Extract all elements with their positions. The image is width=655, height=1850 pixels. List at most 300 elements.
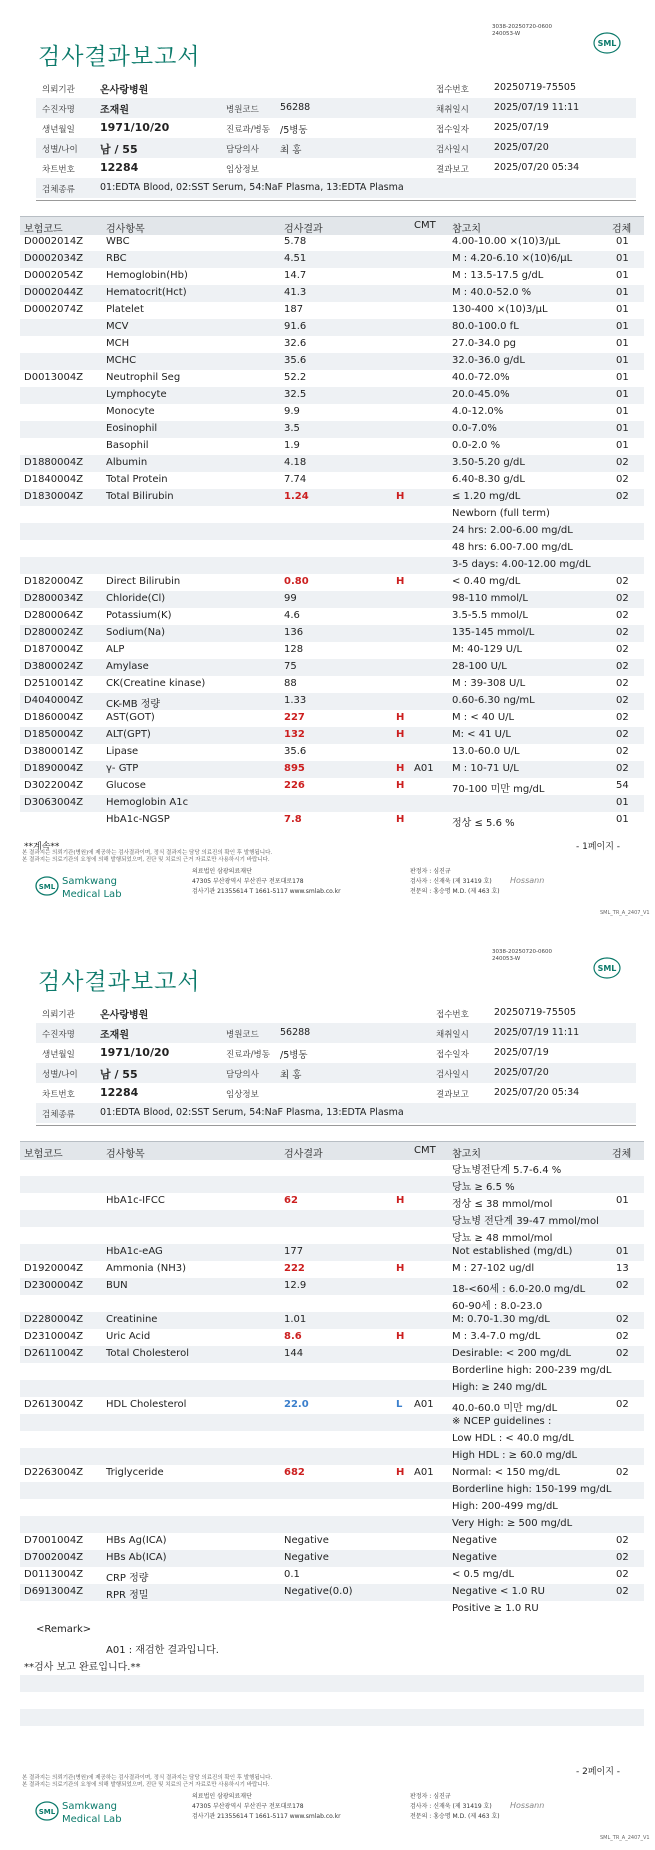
col-cmt: CMT bbox=[414, 1145, 436, 1156]
table-row bbox=[20, 608, 644, 625]
cell-result: 222 bbox=[284, 1263, 305, 1274]
table-row bbox=[20, 761, 644, 778]
results-table-header bbox=[20, 1141, 644, 1160]
cell-spec: 02 bbox=[616, 695, 629, 706]
cell-item: Eosinophil bbox=[106, 423, 158, 434]
cell-item: Sodium(Na) bbox=[106, 627, 166, 638]
cell-spec: 01 bbox=[616, 338, 629, 349]
table-row bbox=[20, 506, 644, 523]
cell-ref: 135-145 mmol/L bbox=[452, 627, 535, 638]
cell-spec: 02 bbox=[616, 1467, 629, 1478]
collect-value: 2025/07/19 11:11 bbox=[494, 1027, 580, 1038]
test-value: 2025/07/20 bbox=[494, 142, 549, 153]
cell-spec: 02 bbox=[616, 1552, 629, 1563]
continued-note: **계속** bbox=[24, 842, 60, 852]
cell-result: 88 bbox=[284, 678, 297, 689]
cell-item: Hemoglobin A1c bbox=[106, 797, 189, 808]
cell-spec: 01 bbox=[616, 406, 629, 417]
signer-2: 검사자 : 신재욱 (제 31419 호) bbox=[410, 1803, 492, 1810]
cell-item: Total Cholesterol bbox=[106, 1348, 189, 1359]
cell-result: 91.6 bbox=[284, 321, 307, 332]
signer-2: 검사자 : 신재욱 (제 31419 호) bbox=[410, 878, 492, 885]
cell-result: 9.9 bbox=[284, 406, 300, 417]
cell-item: ALP bbox=[106, 644, 125, 655]
cell-item: CRP 정량 bbox=[106, 1573, 149, 1584]
table-row bbox=[20, 591, 644, 608]
cell-result: 52.2 bbox=[284, 372, 307, 383]
table-row bbox=[20, 268, 644, 285]
samkwang-logo-icon bbox=[34, 1791, 126, 1835]
cell-ref: Negative bbox=[452, 1535, 497, 1546]
page-number: - 2페이지 - bbox=[576, 1767, 621, 1777]
cell-ref: 40.0-60.0 미만 mg/dL bbox=[452, 1403, 558, 1414]
cell-spec: 02 bbox=[616, 712, 629, 723]
cell-ref: M: 40-129 U/L bbox=[452, 644, 523, 655]
accept-label: 접수일자 bbox=[436, 125, 469, 135]
hospcode-value: 56288 bbox=[280, 102, 311, 113]
table-row bbox=[20, 1397, 644, 1414]
cell-result: 1.33 bbox=[284, 695, 307, 706]
svg-text:SML: SML bbox=[597, 39, 617, 48]
top-code-1: 3038-20250720-0600 bbox=[492, 949, 552, 955]
cell-ref: M: 0.70-1.30 mg/dL bbox=[452, 1314, 550, 1325]
lab-contact: 검사기관 21355614 T 1661-5117 www.smlab.co.kr bbox=[192, 1813, 341, 1820]
lab-address: 47305 부산광역시 부산진구 전포대로178 bbox=[192, 878, 304, 885]
hospcode-label: 병원코드 bbox=[226, 1030, 259, 1040]
cell-ref: High: 200-499 mg/dL bbox=[452, 1501, 558, 1512]
svg-text:SML: SML bbox=[38, 1808, 56, 1816]
test-label: 검사일시 bbox=[436, 1070, 469, 1080]
table-row bbox=[20, 642, 644, 659]
org-label: 의뢰기관 bbox=[42, 85, 75, 95]
sexage-value: 남 / 55 bbox=[100, 1068, 138, 1081]
cell-code: D2800064Z bbox=[24, 610, 84, 621]
cell-ref: 98-110 mmol/L bbox=[452, 593, 528, 604]
cell-code: D0113004Z bbox=[24, 1569, 84, 1580]
collect-label: 채취일시 bbox=[436, 1030, 469, 1040]
org-value: 온사랑병원 bbox=[100, 1010, 149, 1021]
cell-flag: H bbox=[396, 763, 405, 774]
cell-result: Negative bbox=[284, 1535, 329, 1546]
cell-result: 3.5 bbox=[284, 423, 300, 434]
table-row bbox=[20, 523, 644, 540]
cell-ref: 4.00-10.00 ×(10)3/µL bbox=[452, 236, 561, 247]
cell-cmt: A01 bbox=[414, 1399, 434, 1410]
doctor-value: 최 홍 bbox=[280, 1070, 302, 1081]
samkwang-logo-icon bbox=[34, 866, 126, 910]
signature: Hossann bbox=[510, 1801, 545, 1810]
cell-item: HDL Cholesterol bbox=[106, 1399, 187, 1410]
cell-spec: 02 bbox=[616, 1399, 629, 1410]
cell-code: D0002044Z bbox=[24, 287, 84, 298]
cell-code: D1880004Z bbox=[24, 457, 84, 468]
cell-item: Monocyte bbox=[106, 406, 155, 417]
cell-ref: ≤ 1.20 mg/dL bbox=[452, 491, 521, 502]
cell-code: D2263004Z bbox=[24, 1467, 84, 1478]
patient-label: 수진자명 bbox=[42, 1030, 75, 1040]
svg-text:SML: SML bbox=[38, 883, 56, 891]
cell-result: 128 bbox=[284, 644, 304, 655]
cell-item: Neutrophil Seg bbox=[106, 372, 181, 383]
cell-code: D7001004Z bbox=[24, 1535, 84, 1546]
cell-result: 144 bbox=[284, 1348, 304, 1359]
cell-ref: 정상 ≤ 5.6 % bbox=[452, 818, 515, 829]
dept-value: /5병동 bbox=[280, 1050, 308, 1061]
top-codes bbox=[492, 24, 552, 38]
cell-ref: Desirable: < 200 mg/dL bbox=[452, 1348, 572, 1359]
table-row bbox=[20, 1516, 644, 1533]
cell-spec: 01 bbox=[616, 304, 629, 315]
cell-result: Negative bbox=[284, 1552, 329, 1563]
table-row bbox=[20, 625, 644, 642]
cell-spec: 01 bbox=[616, 389, 629, 400]
receipt-label: 접수번호 bbox=[436, 85, 469, 95]
disclaimer-line-2: 본 결과지는 의료기관의 요청에 의해 발행되었으며, 진단 및 치료의 근거 자료로만 사용하시기 바랍니다. bbox=[22, 1782, 270, 1788]
cell-code: D2800024Z bbox=[24, 627, 84, 638]
cell-cmt: A01 bbox=[414, 1467, 434, 1478]
cell-spec: 02 bbox=[616, 746, 629, 757]
svg-text:Medical Lab: Medical Lab bbox=[62, 889, 122, 900]
table-row bbox=[20, 1346, 644, 1363]
cell-code: D2613004Z bbox=[24, 1399, 84, 1410]
accept-value: 2025/07/19 bbox=[494, 1047, 549, 1058]
cell-result: 682 bbox=[284, 1467, 305, 1478]
cell-code: D3063004Z bbox=[24, 797, 84, 808]
cell-item: Basophil bbox=[106, 440, 149, 451]
disclaimer-line-1: 본 결과지는 의뢰기관(병원)에 제공하는 검사결과이며, 정식 결과지는 담당 의료진의 확인 후 발행됩니다. bbox=[22, 1775, 273, 1781]
cell-code: D0002054Z bbox=[24, 270, 84, 281]
table-row bbox=[20, 1584, 644, 1601]
cell-item: AST(GOT) bbox=[106, 712, 155, 723]
table-row bbox=[20, 727, 644, 744]
cell-item: Ammonia (NH3) bbox=[106, 1263, 187, 1274]
cell-spec: 01 bbox=[616, 287, 629, 298]
cell-result: 12.9 bbox=[284, 1280, 307, 1291]
cell-result: 7.8 bbox=[284, 814, 302, 825]
cell-item: Creatinine bbox=[106, 1314, 158, 1325]
clinical-label: 임상정보 bbox=[226, 1090, 259, 1100]
specimen-label: 검체종류 bbox=[42, 1110, 75, 1120]
cell-result: 32.5 bbox=[284, 389, 307, 400]
signers bbox=[410, 1792, 500, 1822]
doctor-label: 담당의사 bbox=[226, 145, 259, 155]
cell-ref: 48 hrs: 6.00-7.00 mg/dL bbox=[452, 542, 573, 553]
svg-text:Medical Lab: Medical Lab bbox=[62, 1814, 122, 1825]
sml-logo-icon bbox=[592, 956, 622, 980]
cell-spec: 02 bbox=[616, 1586, 629, 1597]
doctor-value: 최 홍 bbox=[280, 145, 302, 156]
cell-ref: High HDL : ≥ 60.0 mg/dL bbox=[452, 1450, 578, 1461]
doctor-label: 담당의사 bbox=[226, 1070, 259, 1080]
cell-spec: 02 bbox=[616, 1348, 629, 1359]
cell-ref: 40.0-72.0% bbox=[452, 372, 510, 383]
cell-ref: Very High: ≥ 500 mg/dL bbox=[452, 1518, 573, 1529]
lab-contact: 검사기관 21355614 T 1661-5117 www.smlab.co.kr bbox=[192, 888, 341, 895]
table-row bbox=[20, 1244, 644, 1261]
cell-ref: Newborn (full term) bbox=[452, 508, 550, 519]
patient-value: 조재원 bbox=[100, 1030, 129, 1041]
report-label: 결과보고 bbox=[436, 1090, 469, 1100]
header-divider bbox=[36, 1125, 636, 1126]
cell-ref: 24 hrs: 2.00-6.00 mg/dL bbox=[452, 525, 573, 536]
col-item: 검사항목 bbox=[106, 224, 145, 235]
cell-item: BUN bbox=[106, 1280, 128, 1291]
cell-code: D2611004Z bbox=[24, 1348, 84, 1359]
cell-spec: 02 bbox=[616, 576, 629, 587]
collect-label: 채취일시 bbox=[436, 105, 469, 115]
table-row bbox=[20, 1312, 644, 1329]
disclaimer-line-2: 본 결과지는 의료기관의 요청에 의해 발행되었으며, 진단 및 치료의 근거 자료로만 사용하시기 바랍니다. bbox=[22, 857, 270, 863]
cell-spec: 01 bbox=[616, 372, 629, 383]
cell-item: Uric Acid bbox=[106, 1331, 151, 1342]
cell-code: D0002034Z bbox=[24, 253, 84, 264]
table-row bbox=[20, 1550, 644, 1567]
patient-value: 조재원 bbox=[100, 105, 129, 116]
table-row bbox=[20, 1193, 644, 1210]
cell-spec: 02 bbox=[616, 644, 629, 655]
cell-ref: 60-90세 : 8.0-23.0 bbox=[452, 1301, 543, 1312]
blank-row bbox=[20, 1692, 644, 1709]
col-item: 검사항목 bbox=[106, 1149, 145, 1160]
cell-result: 62 bbox=[284, 1195, 298, 1206]
cell-spec: 01 bbox=[616, 236, 629, 247]
cell-ref: Positive ≥ 1.0 RU bbox=[452, 1603, 539, 1614]
test-label: 검사일시 bbox=[436, 145, 469, 155]
cell-ref: 27.0-34.0 pg bbox=[452, 338, 517, 349]
patient-header bbox=[36, 1003, 636, 1123]
cell-ref: M : 3.4-7.0 mg/dL bbox=[452, 1331, 541, 1342]
cell-item: Platelet bbox=[106, 304, 144, 315]
cell-result: 99 bbox=[284, 593, 297, 604]
cell-ref: < 0.5 mg/dL bbox=[452, 1569, 515, 1580]
accept-label: 접수일자 bbox=[436, 1050, 469, 1060]
cell-code: D2800034Z bbox=[24, 593, 84, 604]
cell-ref: 3.50-5.20 g/dL bbox=[452, 457, 525, 468]
cell-spec: 01 bbox=[616, 797, 629, 808]
cell-code: D1860004Z bbox=[24, 712, 84, 723]
cell-item: Potassium(K) bbox=[106, 610, 172, 621]
table-row bbox=[20, 1159, 644, 1176]
cell-spec: 02 bbox=[616, 661, 629, 672]
table-row bbox=[20, 302, 644, 319]
cell-code: D1890004Z bbox=[24, 763, 84, 774]
results-table-header bbox=[20, 216, 644, 235]
col-ref: 참고치 bbox=[452, 224, 481, 235]
table-row bbox=[20, 472, 644, 489]
page-number: - 1페이지 - bbox=[576, 842, 621, 852]
cell-ref: 6.40-8.30 g/dL bbox=[452, 474, 525, 485]
table-row bbox=[20, 455, 644, 472]
cell-flag: H bbox=[396, 712, 405, 723]
table-row bbox=[20, 676, 644, 693]
report-label: 결과보고 bbox=[436, 165, 469, 175]
signature: Hossann bbox=[510, 876, 545, 885]
cell-spec: 02 bbox=[616, 491, 629, 502]
cell-spec: 01 bbox=[616, 321, 629, 332]
accept-value: 2025/07/19 bbox=[494, 122, 549, 133]
clinical-label: 임상정보 bbox=[226, 165, 259, 175]
cell-code: D2310004Z bbox=[24, 1331, 84, 1342]
receipt-label: 접수번호 bbox=[436, 1010, 469, 1020]
cell-spec: 02 bbox=[616, 1569, 629, 1580]
cell-spec: 01 bbox=[616, 1195, 629, 1206]
table-row bbox=[20, 489, 644, 506]
table-row bbox=[20, 1295, 644, 1312]
table-row bbox=[20, 1363, 644, 1380]
chart-label: 차트번호 bbox=[42, 1090, 75, 1100]
cell-result: 14.7 bbox=[284, 270, 307, 281]
dept-label: 진료과/병동 bbox=[226, 1050, 270, 1060]
col-ref: 참고치 bbox=[452, 1149, 481, 1160]
cell-ref: Borderline high: 200-239 mg/dL bbox=[452, 1365, 612, 1376]
cell-code: D2510014Z bbox=[24, 678, 84, 689]
cell-spec: 01 bbox=[616, 355, 629, 366]
cell-ref: M : 13.5-17.5 g/dL bbox=[452, 270, 544, 281]
cell-ref: 13.0-60.0 U/L bbox=[452, 746, 520, 757]
cell-result: 7.74 bbox=[284, 474, 307, 485]
cell-result: 5.78 bbox=[284, 236, 307, 247]
cell-item: HbA1c-eAG bbox=[106, 1246, 163, 1257]
sexage-value: 남 / 55 bbox=[100, 143, 138, 156]
cell-ref: M : 40.0-52.0 % bbox=[452, 287, 532, 298]
cell-flag: H bbox=[396, 1195, 405, 1206]
cell-item: MCH bbox=[106, 338, 130, 349]
cell-ref: 3-5 days: 4.00-12.00 mg/dL bbox=[452, 559, 591, 570]
table-row bbox=[20, 693, 644, 710]
table-row bbox=[20, 1482, 644, 1499]
cell-result: 4.6 bbox=[284, 610, 300, 621]
disclaimer-line-1: 본 결과지는 의뢰기관(병원)에 제공하는 검사결과이며, 정식 결과지는 담당 의료진의 확인 후 발행됩니다. bbox=[22, 850, 273, 856]
cell-item: Chloride(Cl) bbox=[106, 593, 166, 604]
table-row bbox=[20, 404, 644, 421]
lab-name: 의료법인 삼광의료재단 bbox=[192, 1793, 252, 1800]
remark-title: <Remark> bbox=[36, 1624, 92, 1635]
cell-ref: Low HDL : < 40.0 mg/dL bbox=[452, 1433, 574, 1444]
org-label: 의뢰기관 bbox=[42, 1010, 75, 1020]
dept-label: 진료과/병동 bbox=[226, 125, 270, 135]
form-code: SML_TR_A_2407_V1 bbox=[600, 910, 650, 916]
cell-flag: H bbox=[396, 1263, 405, 1274]
signer-1: 판정자 : 심진규 bbox=[410, 868, 451, 875]
cell-spec: 01 bbox=[616, 814, 629, 825]
cell-result: 177 bbox=[284, 1246, 304, 1257]
cell-ref: M : 27-102 ug/dl bbox=[452, 1263, 535, 1274]
sexage-label: 성별/나이 bbox=[42, 145, 78, 155]
col-code: 보험코드 bbox=[24, 224, 63, 235]
table-row bbox=[20, 1448, 644, 1465]
page-title: 검사결과보고서 bbox=[38, 969, 201, 995]
cell-ref: 0.0-2.0 % bbox=[452, 440, 501, 451]
cell-spec: 01 bbox=[616, 1246, 629, 1257]
table-row bbox=[20, 336, 644, 353]
table-row bbox=[20, 1431, 644, 1448]
table-row bbox=[20, 234, 644, 251]
cell-code: D1870004Z bbox=[24, 644, 84, 655]
header-divider bbox=[36, 200, 636, 201]
specimen-label: 검체종류 bbox=[42, 185, 75, 195]
lab-address: 47305 부산광역시 부산진구 전포대로178 bbox=[192, 1803, 304, 1810]
chart-value: 12284 bbox=[100, 1086, 139, 1099]
cell-item: CK(Creatine kinase) bbox=[106, 678, 206, 689]
signer-3: 전문의 : 홍승명 M.D. (제 463 호) bbox=[410, 888, 500, 895]
cell-item: HbA1c-NGSP bbox=[106, 814, 170, 825]
cell-flag: H bbox=[396, 491, 405, 502]
cell-spec: 02 bbox=[616, 457, 629, 468]
col-code: 보험코드 bbox=[24, 1149, 63, 1160]
cell-result: 1.9 bbox=[284, 440, 300, 451]
disclaimer bbox=[22, 1775, 272, 1789]
table-row bbox=[20, 251, 644, 268]
cell-item: Total Protein bbox=[106, 474, 168, 485]
cell-code: D3022004Z bbox=[24, 780, 84, 791]
cell-item: Glucose bbox=[106, 780, 146, 791]
cell-ref: < 0.40 mg/dL bbox=[452, 576, 521, 587]
cell-ref: ※ NCEP guidelines : bbox=[452, 1416, 552, 1427]
table-row bbox=[20, 1380, 644, 1397]
table-row bbox=[20, 387, 644, 404]
cell-result: 227 bbox=[284, 712, 305, 723]
cell-item: HbA1c-IFCC bbox=[106, 1195, 165, 1206]
cell-item: Hemoglobin(Hb) bbox=[106, 270, 188, 281]
cell-item: HBs Ab(ICA) bbox=[106, 1552, 167, 1563]
report-page-2 bbox=[0, 925, 655, 1850]
table-row bbox=[20, 778, 644, 795]
svg-text:Samkwang: Samkwang bbox=[62, 1801, 117, 1812]
cell-spec: 54 bbox=[616, 780, 629, 791]
cell-result: 0.80 bbox=[284, 576, 309, 587]
page-title: 검사결과보고서 bbox=[38, 44, 201, 70]
cell-result: 32.6 bbox=[284, 338, 307, 349]
lab-name: 의료법인 삼광의료재단 bbox=[192, 868, 252, 875]
cell-flag: H bbox=[396, 780, 405, 791]
cell-result: 895 bbox=[284, 763, 305, 774]
cell-item: ALT(GPT) bbox=[106, 729, 151, 740]
cell-code: D3800024Z bbox=[24, 661, 84, 672]
signer-1: 판정자 : 심진규 bbox=[410, 1793, 451, 1800]
cell-ref: M : 10-71 U/L bbox=[452, 763, 519, 774]
cell-code: D0013004Z bbox=[24, 372, 84, 383]
specimen-value: 01:EDTA Blood, 02:SST Serum, 54:NaF Plasma, 13:EDTA Plasma bbox=[100, 182, 404, 193]
cell-code: D0002074Z bbox=[24, 304, 84, 315]
cell-ref: 18-<60세 : 6.0-20.0 mg/dL bbox=[452, 1284, 586, 1295]
cell-item: CK-MB 정량 bbox=[106, 699, 161, 710]
table-row bbox=[20, 353, 644, 370]
blank-row bbox=[20, 1726, 644, 1743]
cell-result: 75 bbox=[284, 661, 297, 672]
cell-ref: 정상 ≤ 38 mmol/mol bbox=[452, 1199, 553, 1210]
remark-a01: A01 : 재검한 결과입니다. bbox=[106, 1645, 219, 1656]
svg-text:SML: SML bbox=[597, 964, 617, 973]
cell-ref: 당뇨병 전단계 39-47 mmol/mol bbox=[452, 1216, 599, 1227]
cell-spec: 02 bbox=[616, 1535, 629, 1546]
cell-result: 22.0 bbox=[284, 1399, 309, 1410]
receipt-value: 20250719-75505 bbox=[494, 82, 577, 93]
cell-code: D6913004Z bbox=[24, 1586, 84, 1597]
cell-flag: H bbox=[396, 814, 405, 825]
cell-spec: 01 bbox=[616, 270, 629, 281]
signers bbox=[410, 867, 500, 897]
cell-result: 1.24 bbox=[284, 491, 309, 502]
cell-item: γ- GTP bbox=[106, 763, 139, 774]
cell-ref: Not established (mg/dL) bbox=[452, 1246, 573, 1257]
cell-flag: H bbox=[396, 729, 405, 740]
cell-code: D1850004Z bbox=[24, 729, 84, 740]
cell-ref: Borderline high: 150-199 mg/dL bbox=[452, 1484, 612, 1495]
collect-value: 2025/07/19 11:11 bbox=[494, 102, 580, 113]
cell-ref: 당뇨 ≥ 6.5 % bbox=[452, 1182, 515, 1193]
cell-code: D2280004Z bbox=[24, 1314, 84, 1325]
table-row bbox=[20, 812, 644, 829]
